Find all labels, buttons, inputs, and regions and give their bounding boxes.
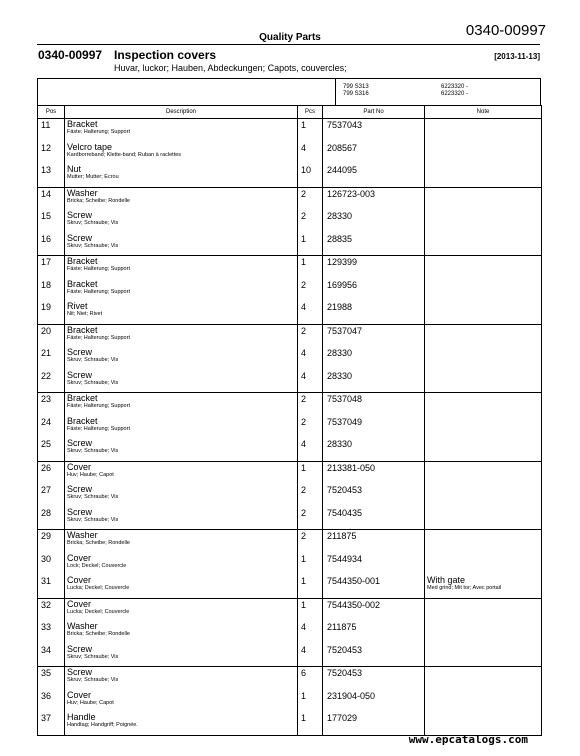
section-code: 0340-00997: [38, 48, 103, 62]
row-pos: 13: [38, 164, 65, 187]
part-translation: Mutter; Mutter; Ecrou: [67, 174, 119, 180]
row-note: [425, 712, 542, 735]
row-part-no: 177029: [323, 712, 425, 735]
row-pcs: 4: [298, 347, 323, 370]
row-part-no: 28330: [323, 370, 425, 393]
row-pos: 15: [38, 210, 65, 233]
row-pos: 17: [38, 256, 65, 279]
table-row: [38, 575, 542, 598]
note-text: [427, 370, 539, 371]
part-translation: Fäste; Halterung; Support: [67, 403, 130, 409]
row-note: [425, 279, 542, 302]
row-pcs: 2: [298, 324, 323, 347]
note-text: [427, 301, 539, 302]
part-translation: Fäste; Halterung; Support: [67, 425, 130, 432]
note-text: [427, 438, 539, 439]
part-translation: Huv; Haube; Capot: [67, 699, 114, 706]
table-row: [38, 233, 542, 256]
table-row: [38, 690, 542, 713]
note-text: [427, 553, 539, 554]
row-pcs: 1: [298, 461, 323, 484]
table-row: [38, 301, 542, 324]
col-description: Description: [65, 106, 298, 119]
row-part-no: 7544934: [323, 553, 425, 576]
row-part-no: 244095: [323, 164, 425, 187]
table-row: [38, 393, 542, 416]
row-note: [425, 142, 542, 165]
row-description: [65, 233, 298, 256]
row-pos: 23: [38, 393, 65, 416]
part-name: Screw: [67, 438, 93, 448]
row-part-no: 208567: [323, 142, 425, 165]
row-pcs: 1: [298, 598, 323, 621]
row-part-no: 7537043: [323, 119, 425, 142]
row-pos: 14: [38, 187, 65, 210]
table-row: [38, 598, 542, 621]
row-part-no: 7540435: [323, 507, 425, 530]
row-pos: 18: [38, 279, 65, 302]
row-note: [425, 393, 542, 416]
row-note: [425, 301, 542, 324]
table-row: [38, 530, 542, 553]
row-description: [65, 370, 298, 393]
row-pcs: 1: [298, 256, 323, 279]
part-translation: Skruv; Schraube; Vis: [67, 379, 119, 386]
row-description: [65, 301, 298, 324]
row-description: [65, 164, 298, 187]
row-description: [65, 347, 298, 370]
section-date: [2013-11-13]: [494, 52, 540, 61]
row-description: [65, 279, 298, 302]
part-translation: Fäste; Halterung; Support: [67, 129, 130, 135]
row-part-no: 28330: [323, 438, 425, 461]
table-row: [38, 484, 542, 507]
row-description: [65, 461, 298, 484]
row-pcs: 4: [298, 370, 323, 393]
part-translation: Skruv; Schraube; Vis: [67, 242, 119, 249]
note-text: [427, 416, 539, 417]
row-description: [65, 530, 298, 553]
row-pcs: 2: [298, 484, 323, 507]
table-row: [38, 712, 542, 735]
part-translation: Bricka; Scheibe; Rondelle: [67, 631, 130, 637]
row-description: [65, 393, 298, 416]
part-translation: Skruv; Schraube; Vis: [67, 653, 119, 660]
part-translation: Bricka; Scheibe; Rondelle: [67, 197, 130, 204]
note-text: [427, 164, 539, 165]
row-pos: 16: [38, 233, 65, 256]
row-note: [425, 164, 542, 187]
row-note: [425, 119, 542, 142]
part-name: Cover: [67, 575, 92, 585]
row-note: [425, 210, 542, 233]
part-translation: Skruv; Schraube; Vis: [67, 448, 119, 454]
row-pcs: 1: [298, 553, 323, 576]
row-pos: 21: [38, 347, 65, 370]
note-text: [427, 621, 539, 622]
row-part-no: 7544350-001: [323, 575, 425, 598]
table-row: [38, 438, 542, 461]
note-text: [427, 119, 539, 120]
row-pcs: 2: [298, 187, 323, 210]
note-text: [427, 279, 539, 280]
row-pos: 31: [38, 575, 65, 598]
note-text: [427, 690, 539, 691]
row-description: [65, 484, 298, 507]
part-name: Screw: [67, 667, 93, 677]
row-pcs: 10: [298, 164, 323, 187]
part-translation: Fäste; Halterung; Support: [67, 288, 130, 295]
row-pcs: 1: [298, 575, 323, 598]
row-description: [65, 644, 298, 667]
row-pcs: 1: [298, 690, 323, 713]
table-row: [38, 621, 542, 644]
row-part-no: 169956: [323, 279, 425, 302]
note-text: [427, 484, 539, 485]
col-note: Note: [425, 106, 542, 119]
row-note: [425, 324, 542, 347]
row-part-no: 211875: [323, 530, 425, 553]
row-pcs: 4: [298, 644, 323, 667]
row-description: [65, 575, 298, 598]
row-pos: 32: [38, 598, 65, 621]
note-text: [427, 233, 539, 234]
row-part-no: 129399: [323, 256, 425, 279]
part-name: Screw: [67, 210, 93, 220]
row-pcs: 1: [298, 119, 323, 142]
row-pos: 24: [38, 416, 65, 439]
table-row: [38, 644, 542, 667]
row-pcs: 1: [298, 712, 323, 735]
row-note: [425, 233, 542, 256]
table-row: [38, 256, 542, 279]
row-description: [65, 507, 298, 530]
table-row: [38, 461, 542, 484]
row-description: [65, 598, 298, 621]
part-name: Screw: [67, 347, 93, 357]
note-text: [427, 142, 539, 143]
serial-divider: [335, 79, 336, 105]
row-part-no: 21988: [323, 301, 425, 324]
note-text: [427, 210, 539, 211]
row-description: [65, 621, 298, 644]
part-name: Screw: [67, 506, 93, 517]
serial-b1: 6223320 -: [441, 84, 469, 90]
part-name: Cover: [67, 689, 92, 700]
row-description: [65, 187, 298, 210]
row-note: [425, 575, 542, 598]
row-description: [65, 690, 298, 713]
row-pos: 11: [38, 119, 65, 142]
row-part-no: 7537048: [323, 393, 425, 416]
row-note: [425, 484, 542, 507]
row-part-no: 7520453: [323, 667, 425, 690]
row-pos: 22: [38, 370, 65, 393]
note-text: [427, 256, 539, 257]
part-translation: Handtag; Handgriff; Poignée.: [67, 722, 138, 728]
note-text: With gate: [427, 575, 466, 585]
part-translation: Nit; Niet; Rivet: [67, 311, 103, 317]
part-name: Bracket: [67, 393, 98, 403]
footer-site: www.epcatalogs.com: [408, 733, 528, 746]
row-description: [65, 142, 298, 165]
row-pos: 30: [38, 553, 65, 576]
serial-b2: 6223320 -: [441, 91, 469, 97]
serial-a1: 799 S313: [343, 84, 369, 90]
note-text: [427, 530, 539, 531]
row-part-no: 28835: [323, 233, 425, 256]
row-pcs: 1: [298, 233, 323, 256]
row-note: [425, 416, 542, 439]
table-header-row: [38, 106, 542, 119]
serial-a2: 799 S316: [343, 91, 369, 97]
row-note: [425, 621, 542, 644]
row-pos: 12: [38, 142, 65, 165]
row-pos: 25: [38, 438, 65, 461]
row-pos: 19: [38, 301, 65, 324]
col-pos: Pos: [38, 106, 65, 119]
row-pos: 28: [38, 507, 65, 530]
part-translation: Skruv; Schraube; Vis: [67, 494, 119, 500]
row-note: [425, 461, 542, 484]
part-translation: Lucka; Deckel; Couvercle: [67, 585, 130, 591]
part-name: Bracket: [67, 119, 98, 129]
table-row: [38, 164, 542, 187]
row-pos: 35: [38, 667, 65, 690]
part-translation: Skruv; Schraube; Vis: [67, 220, 119, 226]
row-pos: 37: [38, 712, 65, 735]
part-name: Cover: [67, 461, 92, 472]
row-part-no: 126723-003: [323, 187, 425, 210]
row-part-no: 7544350-002: [323, 598, 425, 621]
header-title: Quality Parts: [259, 32, 321, 43]
part-translation: Skruv; Schraube; Vis: [67, 677, 119, 683]
part-name: Bracket: [67, 324, 98, 335]
row-pcs: 6: [298, 667, 323, 690]
part-translation: Lucka; Deckel; Couvercle: [67, 608, 130, 615]
table-row: [38, 279, 542, 302]
part-name: Bracket: [67, 256, 98, 266]
table-row: [38, 370, 542, 393]
row-pos: 20: [38, 324, 65, 347]
part-name: Washer: [67, 187, 98, 198]
table-row: [38, 347, 542, 370]
serial-box: [37, 78, 541, 106]
row-note: [425, 187, 542, 210]
row-note: [425, 553, 542, 576]
row-note: [425, 370, 542, 393]
part-translation: Fäste; Halterung; Support: [67, 334, 130, 341]
note-text: [427, 325, 539, 326]
header-rule: [37, 44, 540, 45]
table-row: [38, 187, 542, 210]
row-description: [65, 438, 298, 461]
parts-table: [37, 105, 542, 736]
row-note: [425, 530, 542, 553]
col-pcs: Pcs: [298, 106, 323, 119]
part-name: Bracket: [67, 415, 98, 426]
row-description: [65, 324, 298, 347]
row-pcs: 4: [298, 142, 323, 165]
note-text: [427, 347, 539, 348]
row-note: [425, 598, 542, 621]
doc-number: 0340-00997: [465, 22, 546, 39]
part-name: Screw: [67, 643, 93, 654]
row-part-no: 213381-050: [323, 461, 425, 484]
part-translation: Kardborreband; Klette-band; Ruban à raclettes: [67, 151, 182, 158]
row-pcs: 2: [298, 393, 323, 416]
row-pos: 27: [38, 484, 65, 507]
note-text: [427, 188, 539, 189]
section-title: Inspection covers: [114, 48, 217, 62]
row-note: [425, 347, 542, 370]
row-description: [65, 553, 298, 576]
row-pcs: 2: [298, 507, 323, 530]
note-text: [427, 667, 539, 668]
row-pos: 29: [38, 530, 65, 553]
part-name: Velcro tape: [67, 141, 113, 152]
part-name: Screw: [67, 484, 93, 494]
table-row: [38, 416, 542, 439]
part-name: Handle: [67, 712, 96, 722]
row-note: [425, 667, 542, 690]
table-row: [38, 667, 542, 690]
col-part-no: Part No: [323, 106, 425, 119]
row-pcs: 4: [298, 621, 323, 644]
note-text: [427, 393, 539, 394]
note-text: [427, 507, 539, 508]
row-pos: 26: [38, 461, 65, 484]
note-text: [427, 462, 539, 463]
table-row: [38, 324, 542, 347]
part-translation: Huv; Haube; Capot: [67, 471, 114, 478]
row-description: [65, 712, 298, 735]
table-row: [38, 119, 542, 142]
table-row: [38, 210, 542, 233]
part-translation: Fäste; Halterung; Support: [67, 266, 130, 272]
row-description: [65, 210, 298, 233]
part-name: Washer: [67, 530, 98, 540]
row-part-no: 7537047: [323, 324, 425, 347]
note-translation: Med grind; Mit tor; Avec portail: [427, 585, 502, 591]
part-translation: Skruv; Schraube; Vis: [67, 357, 119, 363]
part-name: Nut: [67, 164, 82, 174]
table-row: [38, 142, 542, 165]
row-note: [425, 644, 542, 667]
row-part-no: 231904-050: [323, 690, 425, 713]
part-translation: Bricka; Scheibe; Rondelle: [67, 540, 130, 546]
row-pcs: 2: [298, 416, 323, 439]
row-part-no: 211875: [323, 621, 425, 644]
row-part-no: 7520453: [323, 644, 425, 667]
row-pos: 33: [38, 621, 65, 644]
part-translation: Lock; Deckel; Couvercle: [67, 562, 127, 569]
table-row: [38, 507, 542, 530]
note-text: [427, 712, 539, 713]
section-subtitle: Huvar, luckor; Hauben, Abdeckungen; Capots, couvercles;: [114, 63, 347, 73]
row-part-no: 28330: [323, 347, 425, 370]
row-part-no: 28330: [323, 210, 425, 233]
row-description: [65, 667, 298, 690]
row-description: [65, 416, 298, 439]
part-name: Washer: [67, 621, 98, 631]
row-pos: 36: [38, 690, 65, 713]
row-pcs: 4: [298, 438, 323, 461]
part-name: Bracket: [67, 278, 98, 289]
row-pcs: 2: [298, 530, 323, 553]
row-description: [65, 256, 298, 279]
part-name: Cover: [67, 598, 92, 609]
table-row: [38, 553, 542, 576]
note-text: [427, 644, 539, 645]
part-name: Screw: [67, 369, 93, 380]
note-text: [427, 599, 539, 600]
row-note: [425, 507, 542, 530]
row-pcs: 2: [298, 210, 323, 233]
part-name: Screw: [67, 232, 93, 243]
part-translation: Skruv; Schraube; Vis: [67, 516, 119, 523]
row-note: [425, 438, 542, 461]
row-part-no: 7520453: [323, 484, 425, 507]
row-note: [425, 690, 542, 713]
row-part-no: 7537049: [323, 416, 425, 439]
row-description: [65, 119, 298, 142]
part-name: Cover: [67, 552, 92, 563]
row-pcs: 2: [298, 279, 323, 302]
row-pos: 34: [38, 644, 65, 667]
row-note: [425, 256, 542, 279]
part-name: Rivet: [67, 301, 88, 311]
row-pcs: 4: [298, 301, 323, 324]
